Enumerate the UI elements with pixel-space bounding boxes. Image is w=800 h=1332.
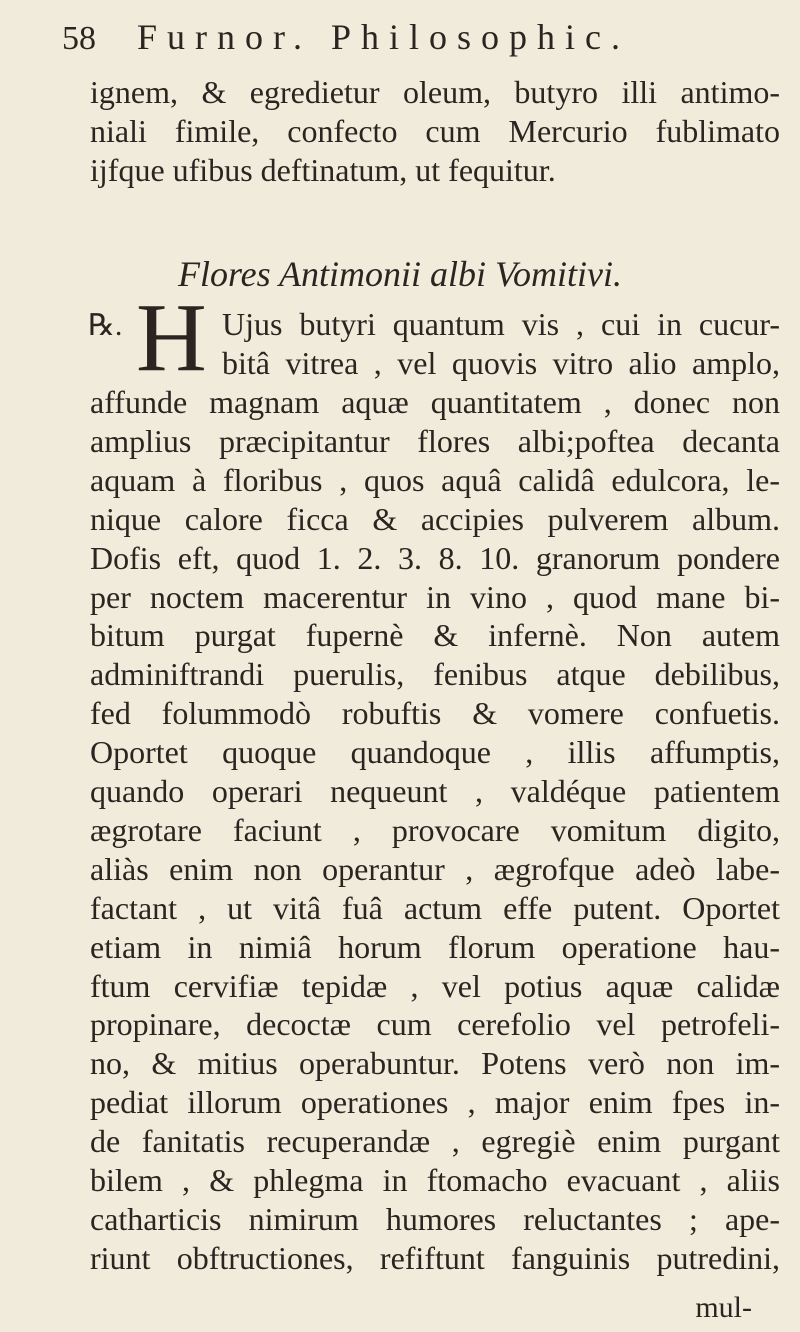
page-number: 58 xyxy=(62,20,96,57)
text-line: nique calore ficca & accipies pulverem album. xyxy=(90,501,780,537)
text-line: fed folummodò robuftis & vomere confuetis. xyxy=(90,695,780,731)
text-line: Dofis eft, quod 1. 2. 3. 8. 10. granorum pondere xyxy=(90,540,780,576)
text-line: factant , ut vitâ fuâ actum effe putent. Oportet xyxy=(90,890,780,926)
text-line: riunt obftructiones, refiftunt fanguinis putredini, xyxy=(90,1240,780,1276)
text-line: per noctem macerentur in vino , quod mane bi- xyxy=(90,579,780,615)
section-title: Flores Antimonii albi Vomitivi. xyxy=(178,254,622,294)
text-line: pediat illorum operationes , major enim fpes in- xyxy=(90,1084,780,1120)
text-line: niali fimile, confecto cum Mercurio fublimato xyxy=(90,113,780,149)
text-line: bitum purgat fupernè & infernè. Non autem xyxy=(90,617,780,653)
text-line: Oportet quoque quandoque , illis affumptis, xyxy=(90,734,780,770)
text-line: catharticis nimirum humores reluctantes ; ape- xyxy=(90,1201,780,1237)
text-line: aliàs enim non operantur , ægrofque adeò labe- xyxy=(90,851,780,887)
catchword: mul- xyxy=(695,1291,752,1324)
text-line: aquam à floribus , quos aquâ calidâ edulcora, le- xyxy=(90,462,780,498)
text-line: amplius præcipitantur flores albi;poftea decanta xyxy=(90,423,780,459)
text-line: propinare, decoctæ cum cerefolio vel petrofeli- xyxy=(90,1006,780,1042)
text-line: affunde magnam aquæ quantitatem , donec non xyxy=(90,384,780,420)
text-line: quando operari nequeunt , valdéque patientem xyxy=(90,773,780,809)
drop-cap: H xyxy=(136,284,207,392)
text-line: ftum cervifiæ tepidæ , vel potius aquæ calidæ xyxy=(90,968,780,1004)
running-title: Furnor. Philosophic. xyxy=(137,17,631,57)
text-line: etiam in nimiâ horum florum operatione hau- xyxy=(90,929,780,965)
running-header xyxy=(62,16,742,66)
text-line: bitâ vitrea , vel quovis vitro alio amplo, xyxy=(222,345,780,381)
text-line: Ujus butyri quantum vis , cui in cucur- xyxy=(222,306,780,342)
text-line: bilem , & phlegma in ftomacho evacuant , aliis xyxy=(90,1162,780,1198)
text-line: no, & mitius operabuntur. Potens verò non im- xyxy=(90,1045,780,1081)
text-line: adminiftrandi puerulis, fenibus atque debilibus, xyxy=(90,656,780,692)
recipe-symbol: ℞. xyxy=(88,309,123,342)
text-line: ijfque ufibus deftinatum, ut fequitur. xyxy=(90,152,556,188)
text-line: ignem, & egredietur oleum, butyro illi antimo- xyxy=(90,74,780,110)
text-line: de fanitatis recuperandæ , egregiè enim purgant xyxy=(90,1123,780,1159)
text-line: ægrotare faciunt , provocare vomitum digito, xyxy=(90,812,780,848)
